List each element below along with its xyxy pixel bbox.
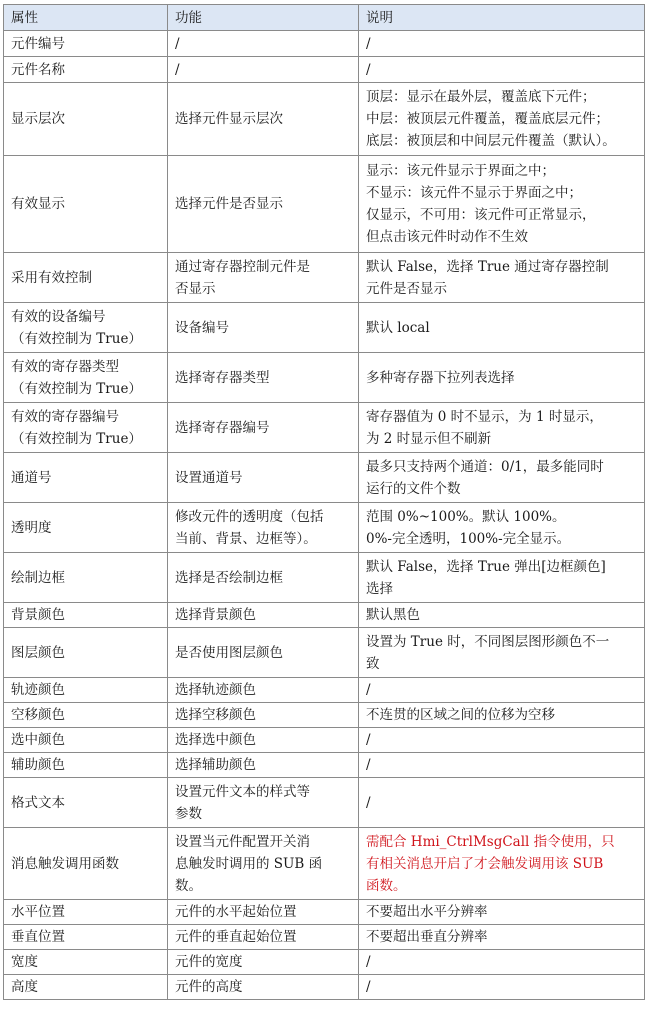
cell-text-line: 采用有效控制: [11, 269, 92, 286]
cell-text-line: 但点击该元件时动作不生效: [366, 229, 528, 245]
cell-text-line: /: [366, 61, 371, 78]
table-row: [4, 156, 645, 253]
cell-text-line: 有相关消息开启了才会触发调用该 SUB: [366, 855, 604, 872]
cell-text-line: 元件名称: [11, 61, 65, 78]
cell-text-line: （有效控制为 True）: [11, 330, 142, 347]
cell-text-line: 默认黑色: [366, 607, 420, 623]
function-cell: [168, 403, 359, 453]
function-cell: [168, 57, 359, 83]
description-cell: [359, 57, 645, 83]
cell-text-line: 为 2 时显示但不刷新: [366, 430, 492, 447]
attribute-cell: [4, 753, 168, 778]
cell-text-line: 需配合 Hmi_CtrlMsgCall 指令使用，只: [366, 833, 615, 850]
function-cell: [168, 753, 359, 778]
table-row: [4, 628, 645, 678]
cell-text-line: 设置通道号: [175, 469, 243, 486]
cell-text-line: 元件编号: [11, 35, 65, 52]
function-cell: [168, 728, 359, 753]
cell-text-line: 底层：被顶层和中间层元件覆盖（默认）。: [366, 133, 616, 149]
cell-text-line: /: [366, 732, 371, 748]
cell-text-line: 选择辅助颜色: [175, 757, 256, 773]
cell-text-line: 有效的设备编号: [11, 308, 106, 325]
header-function: 功能: [168, 5, 359, 31]
description-cell: [359, 303, 645, 353]
attribute-cell: [4, 83, 168, 156]
cell-text-line: 元件的垂直起始位置: [175, 929, 297, 945]
cell-text-line: 选择寄存器类型: [175, 369, 270, 386]
function-cell: [168, 303, 359, 353]
function-cell: [168, 353, 359, 403]
cell-text-line: 选择背景颜色: [175, 607, 256, 623]
cell-text-line: /: [175, 61, 180, 78]
cell-text-line: 有效的寄存器编号: [11, 408, 119, 425]
cell-text-line: 不要超出水平分辨率: [366, 904, 488, 920]
cell-text-line: /: [366, 954, 371, 970]
cell-text-line: 绘制边框: [11, 569, 65, 586]
function-cell: [168, 678, 359, 703]
cell-text-line: 参数: [175, 805, 202, 822]
attribute-cell: [4, 603, 168, 628]
cell-text-line: /: [175, 35, 180, 52]
cell-text-line: 高度: [11, 979, 38, 995]
attribute-cell: [4, 303, 168, 353]
properties-table: [3, 4, 645, 1000]
cell-text-line: 致: [366, 655, 380, 672]
table-row: [4, 353, 645, 403]
cell-text-line: 设置当元件配置开关消: [175, 833, 310, 850]
description-cell: [359, 925, 645, 950]
table-row: [4, 950, 645, 975]
function-cell: [168, 950, 359, 975]
function-cell: [168, 778, 359, 828]
description-cell: [359, 83, 645, 156]
cell-text-line: 不要超出垂直分辨率: [366, 929, 488, 945]
cell-text-line: /: [366, 794, 371, 811]
cell-text-line: 选择轨迹颜色: [175, 682, 256, 698]
table-body: [4, 31, 645, 1000]
cell-text-line: 多种寄存器下拉列表选择: [366, 369, 515, 386]
function-cell: [168, 253, 359, 303]
cell-text-line: 通过寄存器控制元件是: [175, 258, 310, 275]
attribute-cell: [4, 678, 168, 703]
description-cell: [359, 975, 645, 1000]
cell-text-line: 有效显示: [11, 196, 65, 212]
table-row: [4, 778, 645, 828]
description-cell: [359, 753, 645, 778]
cell-text-line: 选择元件是否显示: [175, 196, 283, 212]
cell-text-line: 运行的文件个数: [366, 480, 461, 497]
function-cell: [168, 828, 359, 900]
cell-text-line: 辅助颜色: [11, 757, 65, 773]
attribute-cell: [4, 253, 168, 303]
attribute-cell: [4, 353, 168, 403]
cell-text-line: 默认 False，选择 True 弹出[边框颜色]: [366, 558, 606, 575]
table-row: [4, 503, 645, 553]
cell-text-line: 图层颜色: [11, 644, 65, 661]
table-row: [4, 603, 645, 628]
header-attribute: 属性: [4, 5, 168, 31]
cell-text-line: 元件的水平起始位置: [175, 904, 297, 920]
cell-text-line: 选择: [366, 580, 393, 597]
cell-text-line: /: [366, 757, 371, 773]
table-row: [4, 453, 645, 503]
cell-text-line: （有效控制为 True）: [11, 380, 142, 397]
attribute-cell: [4, 57, 168, 83]
function-cell: [168, 83, 359, 156]
description-cell: [359, 778, 645, 828]
table-row: [4, 925, 645, 950]
function-cell: [168, 925, 359, 950]
attribute-cell: [4, 31, 168, 57]
description-cell: [359, 703, 645, 728]
cell-text-line: 显示层次: [11, 111, 65, 127]
cell-text-line: 选中颜色: [11, 732, 65, 748]
attribute-cell: [4, 728, 168, 753]
cell-text-line: 选择选中颜色: [175, 732, 256, 748]
description-cell: [359, 950, 645, 975]
attribute-cell: [4, 925, 168, 950]
attribute-cell: [4, 628, 168, 678]
cell-text-line: 背景颜色: [11, 607, 65, 623]
description-cell: [359, 353, 645, 403]
cell-text-line: 轨迹颜色: [11, 682, 65, 698]
cell-text-line: 范围 0%~100%。默认 100%。: [366, 508, 566, 525]
cell-text-line: 设备编号: [175, 319, 229, 336]
cell-text-line: 元件是否显示: [366, 280, 447, 297]
function-cell: [168, 453, 359, 503]
cell-text-line: 格式文本: [11, 794, 65, 811]
cell-text-line: 选择空移颜色: [175, 707, 256, 723]
description-cell: [359, 253, 645, 303]
attribute-cell: [4, 703, 168, 728]
cell-text-line: 水平位置: [11, 904, 65, 920]
attribute-cell: [4, 900, 168, 925]
table-row: [4, 728, 645, 753]
cell-text-line: 垂直位置: [11, 929, 65, 945]
cell-text-line: 透明度: [11, 519, 52, 536]
attribute-cell: [4, 950, 168, 975]
table-row: [4, 553, 645, 603]
cell-text-line: 元件的宽度: [175, 954, 243, 970]
description-cell: [359, 603, 645, 628]
function-cell: [168, 156, 359, 253]
table-row: [4, 753, 645, 778]
cell-text-line: 当前、背景、边框等）。: [175, 530, 317, 547]
cell-text-line: 选择元件显示层次: [175, 111, 283, 127]
cell-text-line: 仅显示，不可用：该元件可正常显示，: [366, 207, 596, 223]
attribute-cell: [4, 503, 168, 553]
description-cell: [359, 403, 645, 453]
function-cell: [168, 603, 359, 628]
function-cell: [168, 31, 359, 57]
table-header-row: [4, 5, 645, 31]
cell-text-line: 是否使用图层颜色: [175, 644, 283, 661]
table-row: [4, 31, 645, 57]
cell-text-line: 设置元件文本的样式等: [175, 783, 310, 800]
cell-text-line: 寄存器值为 0 时不显示，为 1 时显示，: [366, 408, 603, 425]
attribute-cell: [4, 553, 168, 603]
description-cell: [359, 503, 645, 553]
cell-text-line: 默认 local: [366, 319, 430, 336]
cell-text-line: 顶层：显示在最外层，覆盖底下元件；: [366, 89, 596, 105]
table-row: [4, 678, 645, 703]
cell-text-line: 通道号: [11, 469, 52, 486]
function-cell: [168, 553, 359, 603]
cell-text-line: 空移颜色: [11, 707, 65, 723]
description-cell: [359, 728, 645, 753]
cell-text-line: 不连贯的区域之间的位移为空移: [366, 707, 555, 723]
table-row: [4, 703, 645, 728]
attribute-cell: [4, 156, 168, 253]
table-row: [4, 828, 645, 900]
description-cell: [359, 628, 645, 678]
table-row: [4, 303, 645, 353]
cell-text-line: 0%-完全透明，100%-完全显示。: [366, 530, 571, 547]
description-cell: [359, 828, 645, 900]
cell-text-line: 数。: [175, 877, 202, 894]
cell-text-line: 显示：该元件显示于界面之中；: [366, 163, 555, 179]
cell-text-line: /: [366, 682, 371, 698]
cell-text-line: 选择寄存器编号: [175, 419, 270, 436]
cell-text-line: 有效的寄存器类型: [11, 358, 119, 375]
cell-text-line: 最多只支持两个通道：0/1，最多能同时: [366, 458, 604, 475]
cell-text-line: 不显示：该元件不显示于界面之中；: [366, 185, 582, 201]
table-row: [4, 900, 645, 925]
cell-text-line: 默认 False，选择 True 通过寄存器控制: [366, 258, 609, 275]
cell-text-line: 中层：被顶层元件覆盖，覆盖底层元件；: [366, 111, 609, 127]
table-row: [4, 975, 645, 1000]
description-cell: [359, 31, 645, 57]
description-cell: [359, 678, 645, 703]
cell-text-line: 元件的高度: [175, 979, 243, 995]
table-row: [4, 253, 645, 303]
function-cell: [168, 975, 359, 1000]
function-cell: [168, 503, 359, 553]
cell-text-line: （有效控制为 True）: [11, 430, 142, 447]
cell-text-line: 否显示: [175, 280, 216, 297]
cell-text-line: /: [366, 35, 371, 52]
description-cell: [359, 900, 645, 925]
cell-text-line: /: [366, 979, 371, 995]
attribute-cell: [4, 778, 168, 828]
attribute-cell: [4, 453, 168, 503]
attribute-cell: [4, 828, 168, 900]
cell-text-line: 设置为 True 时，不同图层图形颜色不一: [366, 633, 610, 650]
description-cell: [359, 453, 645, 503]
header-description: 说明: [359, 5, 645, 31]
attribute-cell: [4, 975, 168, 1000]
cell-text-line: 息触发时调用的 SUB 函: [175, 855, 323, 872]
description-cell: [359, 553, 645, 603]
attribute-cell: [4, 403, 168, 453]
table-row: [4, 403, 645, 453]
function-cell: [168, 900, 359, 925]
cell-text-line: 消息触发调用函数: [11, 855, 119, 872]
function-cell: [168, 628, 359, 678]
function-cell: [168, 703, 359, 728]
cell-text-line: 选择是否绘制边框: [175, 569, 283, 586]
cell-text-line: 宽度: [11, 954, 38, 970]
table-row: [4, 57, 645, 83]
cell-text-line: 函数。: [366, 877, 407, 894]
description-cell: [359, 156, 645, 253]
table-row: [4, 83, 645, 156]
cell-text-line: 修改元件的透明度（包括: [175, 508, 324, 525]
